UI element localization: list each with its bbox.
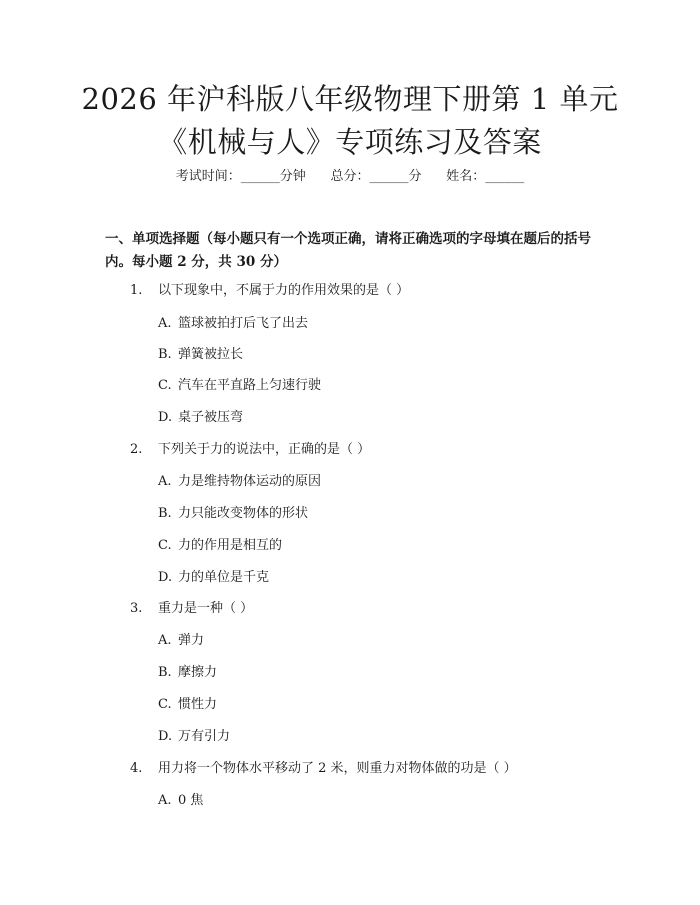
- option-text: 力的作用是相互的: [178, 538, 283, 553]
- question-number: 3.: [130, 601, 143, 616]
- option-letter: B.: [158, 665, 172, 680]
- page-title: 2026 年沪科版八年级物理下册第 1 单元《机械与人》专项练习及答案: [81, 82, 619, 159]
- option-letter: A.: [158, 633, 172, 648]
- answer-option: [158, 346, 243, 364]
- answer-option: [158, 409, 243, 427]
- question-number: 4.: [130, 761, 143, 776]
- option-letter: A.: [158, 474, 172, 489]
- option-text: 力的单位是千克: [178, 570, 270, 585]
- question-text: 重力是一种（ ）: [158, 601, 254, 616]
- section-heading: 一、单项选择题（每小题只有一个选项正确，请将正确选项的字母填在题后的括号内。每小题 2 分，共 30 分）: [105, 231, 591, 270]
- answer-option: [158, 315, 308, 333]
- answer-option: [158, 664, 217, 682]
- answer-option: [158, 728, 230, 746]
- option-letter: D.: [158, 410, 173, 425]
- option-letter: C.: [158, 697, 172, 712]
- option-text: 弹簧被拉长: [178, 347, 244, 362]
- question-text: 下列关于力的说法中，正确的是（ ）: [158, 442, 371, 457]
- question-number: 2.: [130, 442, 143, 457]
- option-letter: D.: [158, 570, 173, 585]
- answer-option: [158, 473, 321, 491]
- answer-option: [158, 632, 204, 650]
- option-text: 弹力: [178, 633, 205, 648]
- option-text: 桌子被压弯: [178, 410, 244, 425]
- option-letter: C.: [158, 538, 172, 553]
- option-text: 0 焦: [178, 793, 204, 808]
- question-text: 用力将一个物体水平移动了 2 米，则重力对物体做的功是（ ）: [158, 761, 517, 776]
- option-letter: A.: [158, 793, 172, 808]
- option-text: 惯性力: [178, 697, 218, 712]
- question-number: 1.: [130, 283, 143, 298]
- option-text: 摩擦力: [178, 665, 218, 680]
- option-text: 力只能改变物体的形状: [178, 506, 309, 521]
- option-letter: D.: [158, 729, 173, 744]
- answer-option: [158, 792, 203, 810]
- answer-option: [158, 569, 269, 587]
- option-text: 汽车在平直路上匀速行驶: [178, 378, 322, 393]
- option-text: 力是维持物体运动的原因: [178, 474, 322, 489]
- exam-meta-line: 考试时间：______分钟 总分：______分 姓名：______: [175, 169, 525, 184]
- option-text: 篮球被拍打后飞了出去: [178, 316, 309, 331]
- option-letter: B.: [158, 347, 172, 362]
- answer-option: [158, 505, 308, 523]
- answer-option: [158, 696, 217, 714]
- answer-option: [158, 377, 321, 395]
- option-letter: C.: [158, 378, 172, 393]
- option-text: 万有引力: [178, 729, 231, 744]
- option-letter: B.: [158, 506, 172, 521]
- answer-option: [158, 537, 282, 555]
- option-letter: A.: [158, 316, 172, 331]
- question-text: 以下现象中，不属于力的作用效果的是（ ）: [158, 283, 410, 298]
